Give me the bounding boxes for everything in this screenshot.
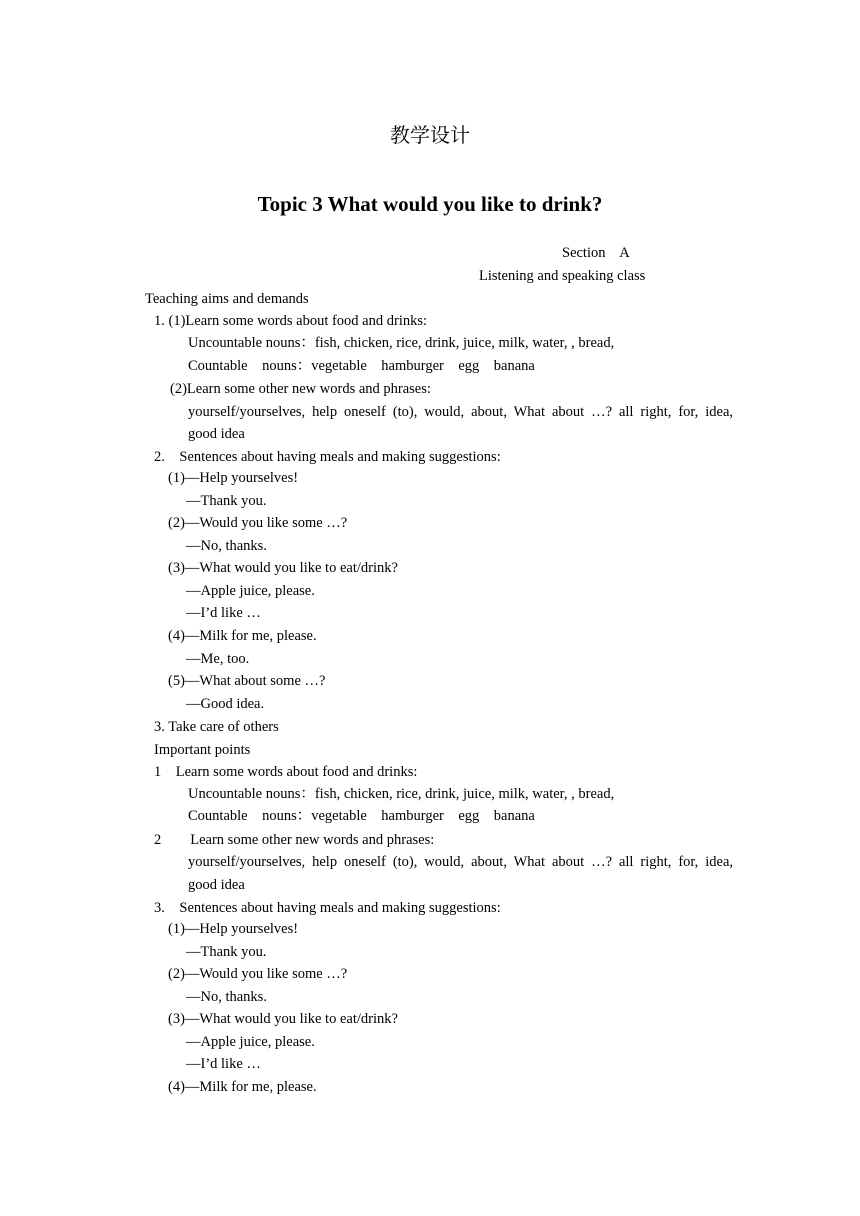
points-dialog-line: (3)—What would you like to eat/drink? <box>168 1011 398 1027</box>
points-phrases: yourself/yourselves, help oneself (to), would, about, What about …? all right, for, idea, <box>188 854 733 870</box>
aims-dialog-line: (4)—Milk for me, please. <box>168 628 317 644</box>
aims-uncountable: Uncountable nouns：fish, chicken, rice, drink, juice, milk, water, , bread, <box>188 335 615 351</box>
aims-phrases-end: good idea <box>188 426 245 442</box>
points-uncountable: Uncountable nouns：fish, chicken, rice, drink, juice, milk, water, , bread, <box>188 786 615 802</box>
aims-dialog-line: —I’d like … <box>186 605 261 621</box>
points-dialog-line: —I’d like … <box>186 1056 261 1072</box>
class-type: Listening and speaking class <box>479 268 646 284</box>
points-item-1: 1 Learn some words about food and drinks: <box>154 764 418 780</box>
aims-dialog-line: (1)—Help yourselves! <box>168 470 299 486</box>
points-dialog-line: —Thank you. <box>186 944 267 960</box>
aims-item-1b: (2)Learn some other new words and phrases: <box>170 381 431 397</box>
points-countable: Countable nouns：vegetable hamburger egg banana <box>188 808 535 824</box>
aims-dialog-line: —Thank you. <box>186 493 267 509</box>
points-item-3: 3. Sentences about having meals and making suggestions: <box>154 900 501 916</box>
topic-title: Topic 3 What would you like to drink? <box>257 192 603 216</box>
points-dialog-line: (4)—Milk for me, please. <box>168 1079 317 1095</box>
aims-item-1: 1. (1)Learn some words about food and drinks: <box>154 313 428 329</box>
aims-dialog-line: (2)—Would you like some …? <box>168 515 348 531</box>
aims-countable: Countable nouns：vegetable hamburger egg banana <box>188 358 535 374</box>
points-dialog-line: (2)—Would you like some …? <box>168 966 348 982</box>
chinese-title: 教学设计 <box>390 123 470 147</box>
points-dialog-line: —Apple juice, please. <box>186 1034 315 1050</box>
aims-dialog-line: (3)—What would you like to eat/drink? <box>168 560 398 576</box>
aims-dialog-line: (5)—What about some …? <box>168 673 326 689</box>
aims-item-3: 3. Take care of others <box>154 719 279 735</box>
aims-dialog-line: —No, thanks. <box>186 538 267 554</box>
aims-phrases: yourself/yourselves, help oneself (to), would, about, What about …? all right, for, idea, <box>188 404 733 420</box>
aims-heading: Teaching aims and demands <box>145 291 309 307</box>
points-dialog-line: (1)—Help yourselves! <box>168 921 299 937</box>
aims-dialog-line: —Good idea. <box>186 696 265 712</box>
aims-dialog-line: —Apple juice, please. <box>186 583 315 599</box>
aims-dialog-line: —Me, too. <box>186 651 250 667</box>
points-dialog-line: —No, thanks. <box>186 989 267 1005</box>
points-phrases-end: good idea <box>188 877 245 893</box>
section-label: Section A <box>562 245 630 261</box>
points-item-2: 2 Learn some other new words and phrases: <box>154 832 435 848</box>
points-heading: Important points <box>154 742 251 758</box>
aims-item-2: 2. Sentences about having meals and making suggestions: <box>154 449 501 465</box>
